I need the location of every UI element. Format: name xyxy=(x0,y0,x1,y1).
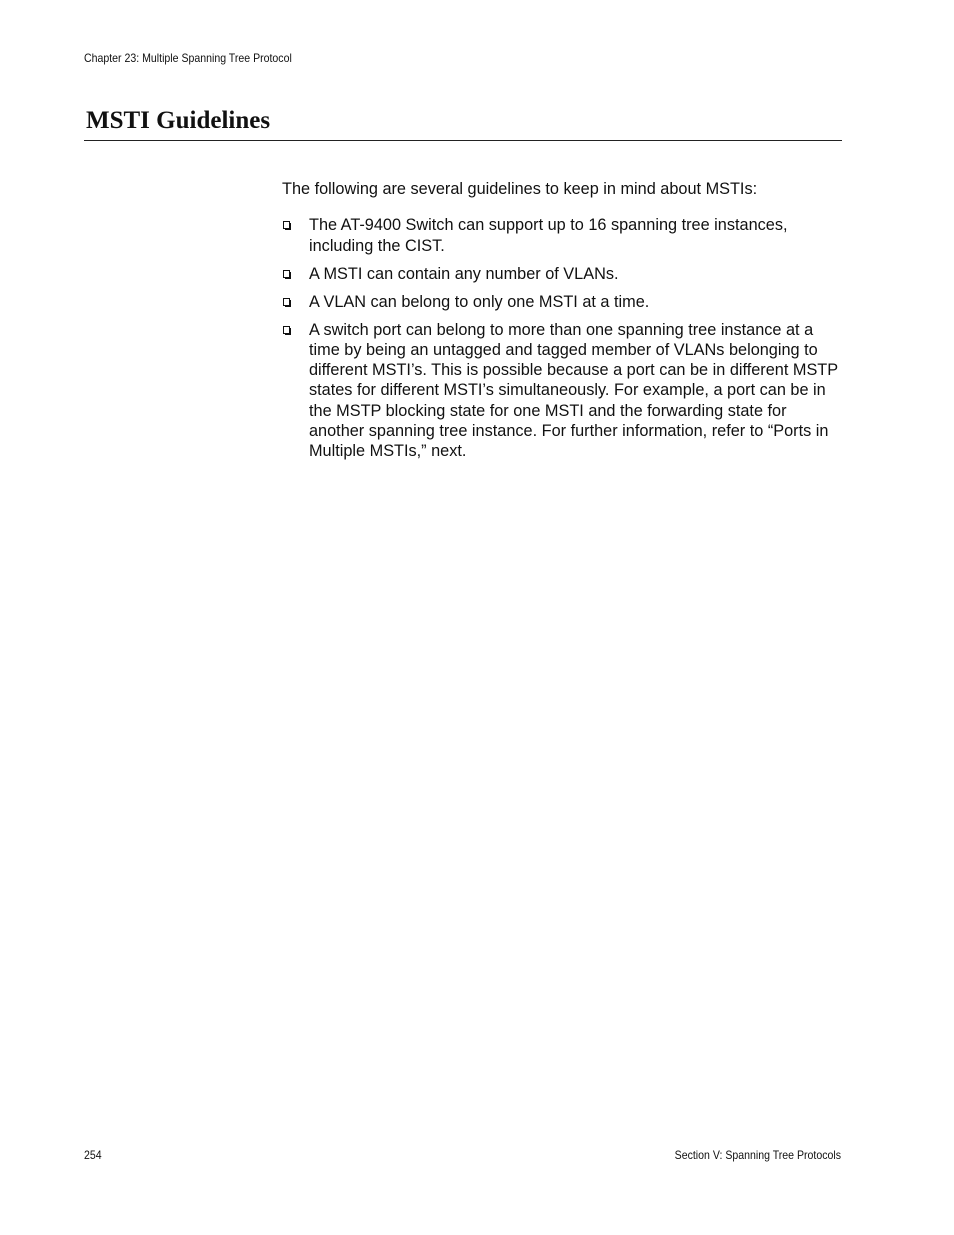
intro-paragraph: The following are several guidelines to keep in mind about MSTIs: xyxy=(282,180,758,198)
guidelines-list xyxy=(282,215,844,461)
title-rule xyxy=(84,140,842,141)
list-item xyxy=(282,292,844,312)
list-item xyxy=(282,264,844,284)
page-number: 254 xyxy=(84,1148,102,1162)
list-item-text: A MSTI can contain any number of VLANs. xyxy=(309,264,619,283)
box-bullet-icon xyxy=(283,326,290,334)
list-item-text: The AT-9400 Switch can support up to 16 spanning tree instances, including the CIST. xyxy=(309,216,788,255)
list-item xyxy=(282,320,844,462)
list-item-text: A VLAN can belong to only one MSTI at a time. xyxy=(309,292,650,311)
box-bullet-icon xyxy=(283,270,290,278)
box-bullet-icon xyxy=(283,221,290,229)
box-bullet-icon xyxy=(283,298,290,306)
running-footer-section: Section V: Spanning Tree Protocols xyxy=(674,1148,841,1162)
list-item xyxy=(282,215,844,256)
list-item-text: A switch port can belong to more than one spanning tree instance at a time by being an untagged and tagged member of VLANs belonging to different MSTI’s. This is possible because a port can be in different MSTP states for different MSTI’s simultaneously. For example, a port can be in the MSTP blocking state for one MSTI and the forwarding state for another spanning tree instance. For further information, refer to “Ports in Multiple MSTIs,” next. xyxy=(309,320,838,461)
body-content xyxy=(282,179,844,462)
running-header-chapter: Chapter 23: Multiple Spanning Tree Protocol xyxy=(84,51,292,65)
section-title: MSTI Guidelines xyxy=(86,107,271,134)
